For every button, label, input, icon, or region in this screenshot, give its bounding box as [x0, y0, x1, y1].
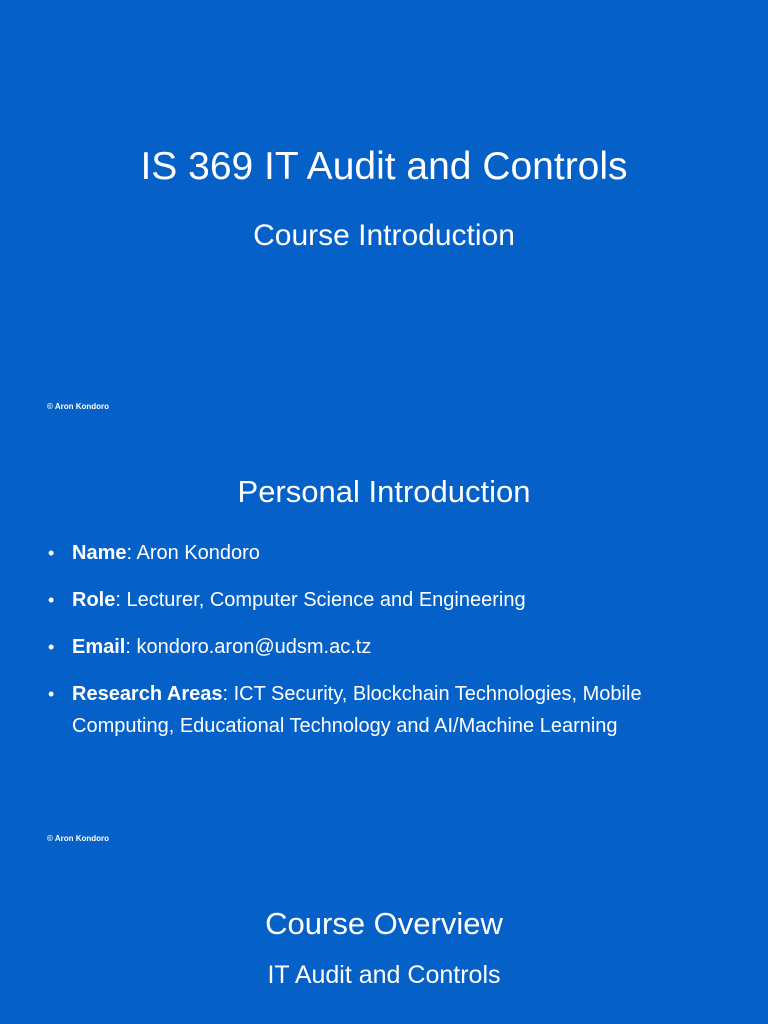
slide-subtitle: Course Introduction — [253, 219, 515, 252]
bullet-research-areas — [48, 678, 728, 742]
bullet-role — [48, 584, 728, 616]
slide-subtitle: IT Audit and Controls — [267, 961, 501, 989]
slide-course-overview — [0, 864, 768, 1024]
bullet-text: : Lecturer, Computer Science and Engineering — [115, 589, 526, 611]
bullet-label: Role — [72, 589, 116, 611]
slide-course-introduction — [0, 0, 768, 432]
bullet-dot-icon: • — [48, 590, 55, 610]
bullet-text: : Aron Kondoro — [126, 542, 260, 564]
copyright-notice: © Aron Kondoro — [47, 834, 110, 843]
bullet-label: Name — [72, 542, 127, 564]
bullet-dot-icon: • — [48, 684, 55, 704]
slide-personal-introduction — [0, 432, 768, 864]
bullet-dot-icon: • — [48, 637, 55, 657]
bullet-text: : kondoro.aron@udsm.ac.tz — [125, 636, 372, 658]
bullet-list — [48, 537, 728, 757]
slide-title: Personal Introduction — [237, 474, 531, 509]
bullet-label: Research Areas — [72, 683, 223, 705]
bullet-text: : ICT Security, Blockchain Technologies, Mobile Computing, Educational Technology and AI/Machine Learning — [72, 683, 642, 737]
copyright-notice: © Aron Kondoro — [47, 402, 110, 411]
slide-title: IS 369 IT Audit and Controls — [140, 145, 628, 188]
slide-title: Course Overview — [265, 906, 503, 941]
bullet-dot-icon: • — [48, 543, 55, 563]
bullet-label: Email — [72, 636, 126, 658]
bullet-email — [48, 631, 728, 663]
bullet-name — [48, 537, 728, 569]
